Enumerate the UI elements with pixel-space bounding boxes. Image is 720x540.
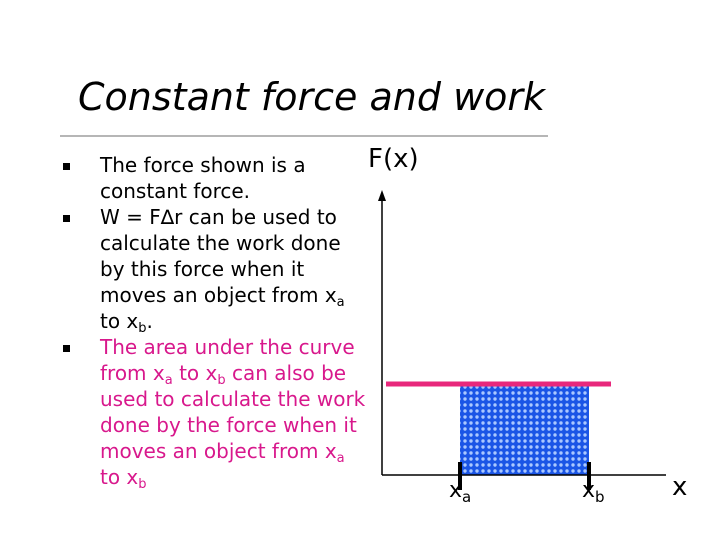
- text-run: The area under the curve from x: [100, 335, 355, 385]
- text-run: can also be used to calculate the work done by the force when it moves an object from x: [100, 361, 366, 463]
- text-run: to x: [100, 309, 139, 333]
- y-axis-label: F(x): [368, 144, 419, 174]
- text-run: .: [146, 309, 153, 333]
- subscript: a: [336, 451, 345, 466]
- text-run: The force shown is a constant force.: [100, 153, 306, 203]
- subscript: a: [336, 295, 345, 310]
- xb-subscript: b: [595, 488, 605, 506]
- text-run: to x: [100, 465, 139, 489]
- delta-symbol: ∆: [160, 205, 175, 229]
- subscript: b: [138, 477, 147, 492]
- xb-label: $x_b$: [582, 478, 605, 506]
- subscript: a: [164, 373, 173, 388]
- slide-title: Constant force and work: [78, 75, 546, 119]
- text-run: r can be used to calculate the work done by this force when it moves an object from x: [100, 205, 341, 307]
- y-axis-arrow-icon: [378, 190, 386, 201]
- xa-subscript: a: [462, 488, 472, 506]
- x-axis-label: x: [672, 472, 688, 502]
- text-run: to x: [172, 361, 218, 385]
- xa-label: $x_a$: [449, 478, 472, 506]
- work-area-shading: [460, 386, 589, 475]
- subscript: b: [138, 321, 147, 336]
- subscript: b: [217, 373, 226, 388]
- text-run: W = F: [100, 205, 161, 229]
